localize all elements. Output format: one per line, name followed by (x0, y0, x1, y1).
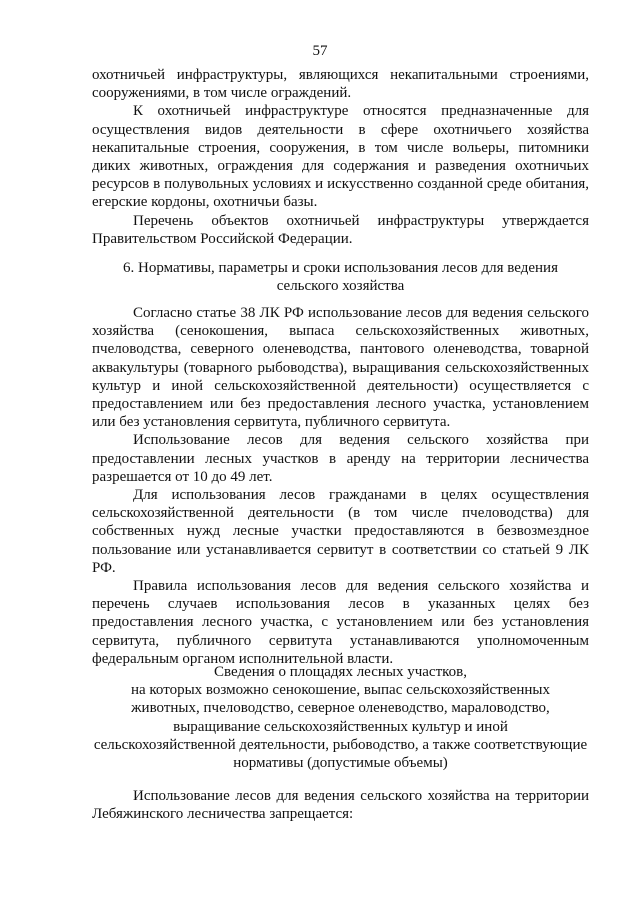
final-text-block (92, 787, 589, 823)
paragraph-rules: Правила использования лесов для ведения сельского хозяйства и перечень случаев использования лесов в указанных целях без предоставления лесного участка, с установлением или без установления сервитута, публичного сервитута устанавливаются уполномоченным федеральным органом исполнительной власти. (92, 578, 589, 667)
section-heading-line-1: 6. Нормативы, параметры и сроки использования лесов для ведения (123, 260, 558, 276)
info-heading-line-2: на которых возможно сенокошение, выпас сельскохозяйственных (130, 682, 551, 699)
section-heading (92, 259, 589, 295)
intro-text-block (92, 66, 589, 248)
section-body (92, 304, 589, 668)
paragraph-prohibition: Использование лесов для ведения сельского хозяйства на территории Лебяжинского лесничества запрещается: (92, 788, 589, 823)
paragraph-hunting-infrastructure: К охотничьей инфраструктуре относятся предназначенные для осуществления видов деятельности в сфере охотничьего хозяйства некапитальные строения, сооружения, в том числе вольеры, питомники диких животных, ограждения для содержания и разведения охотничьих ресурсов в полувольных условиях и искусственно созданной среде обитания, егерские кордоны, охотничьи базы. (92, 103, 589, 211)
paragraph-citizens-use: Для использования лесов гражданами в целях осуществления сельскохозяйственной деятельности (в том числе пчеловодства) для собственных нужд лесные участки предоставляются в безвозмездное пользование или устанавливается сервитут в соответствии со статьей 9 ЛК РФ. (92, 487, 589, 576)
info-heading-line-3: животных, пчеловодство, северное оленеводство, мараловодство, (131, 700, 550, 717)
paragraph-continuation: охотничьей инфраструктуры, являющихся некапитальными строениями, сооружениями, в том числе ограждений. (92, 67, 589, 102)
section-heading-line-2: сельского хозяйства (276, 278, 405, 295)
page-number: 57 (312, 43, 328, 59)
info-heading (92, 663, 589, 772)
info-heading-line-5: сельскохозяйственной деятельности, рыбоводство, а также соответствующие (93, 736, 588, 753)
info-heading-line-4: выращивание сельскохозяйственных культур и иной (173, 718, 508, 735)
paragraph-lease-term: Использование лесов для ведения сельского хозяйства при предоставлении лесных участков в аренду на территории лесничества разрешается от 10 до 49 лет. (92, 432, 589, 485)
paragraph-article-38: Согласно статье 38 ЛК РФ использование лесов для ведения сельского хозяйства (сенокошения, выпаса сельскохозяйственных животных, пчеловодства, северного оленеводства, пантового оленеводства, товарной аквакультуры (товарного рыбоводства), выращивания сельскохозяйственных культур и иной сельскохозяйственной деятельности) осуществляется с предоставлением или без предоставления лесного участка, установлением или без установления сервитута, публичного сервитута. (92, 305, 589, 431)
paragraph-infrastructure-list: Перечень объектов охотничьей инфраструктуры утверждается Правительством Российской Федерации. (92, 212, 589, 247)
info-heading-line-1: Сведения о площадях лесных участков, (213, 664, 467, 680)
info-heading-line-6: нормативы (допустимые объемы) (233, 755, 448, 772)
